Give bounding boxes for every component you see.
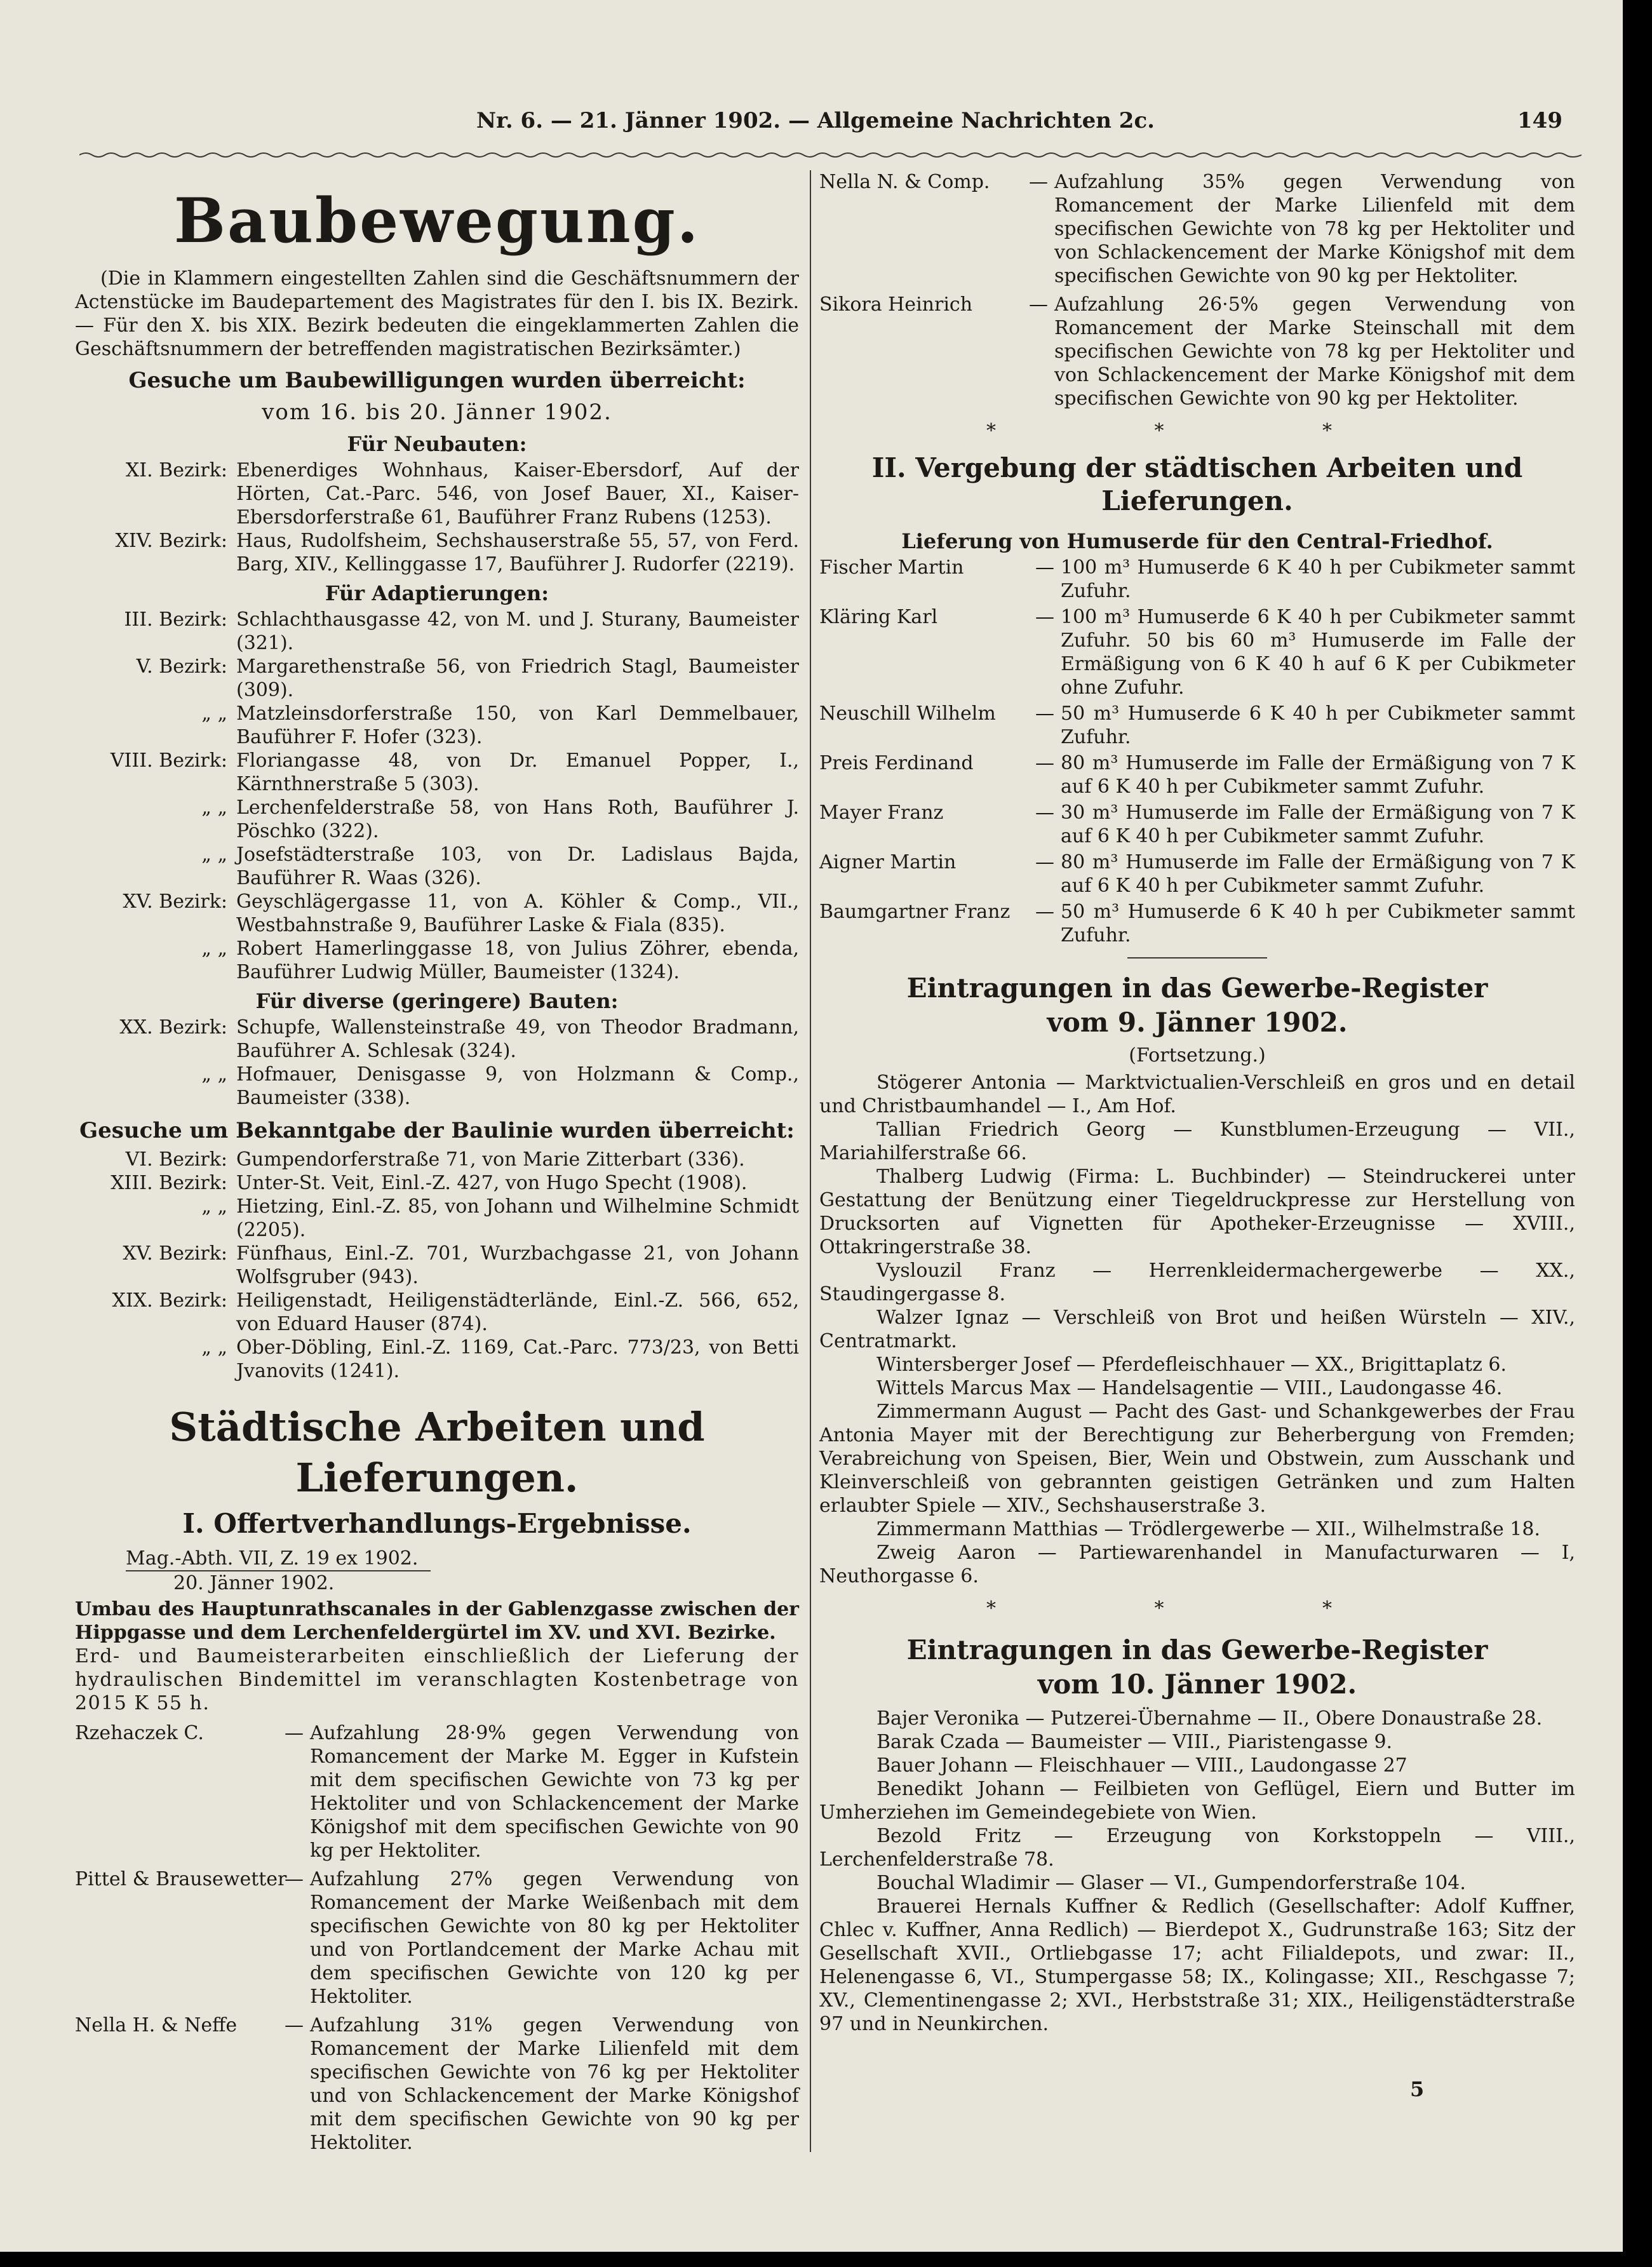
page-number: 149: [1517, 108, 1562, 133]
district-label: „ „: [201, 938, 227, 960]
list-item: Bajer Veronika — Putzerei-Übernahme — II., Obere Donaustraße 28.: [876, 1707, 1543, 1730]
list-item: [75, 1016, 799, 1063]
list-item: Wittels Marcus Max — Handelsagentie — VIII., Laudongasse 46.: [876, 1377, 1503, 1399]
district-label: VIII. Bezirk:: [110, 750, 227, 772]
list-item: Pittel & Brausewetter — Aufzahlung 27% gegen Verwendung von Romancement der Marke Weißenbach mit dem specifischen Gewichte von 80 kg per Hektoliter und von Portlandcement der Marke Achau mit dem specifischen Gewichte von 120 kg per Hektoliter.: [75, 1868, 799, 2008]
entry-text: Gumpendorferstraße 71, von Marie Zitterbart (336).: [236, 1148, 745, 1171]
list-item: Kläring Karl — 100 m³ Humuserde 6 K 40 h per Cubikmeter sammt Zufuhr. 50 bis 60 m³ Humuserde im Falle der Ermäßigung von 6 K 40 h auf 6 K per Cubikmeter ohne Zufuhr.: [819, 606, 1575, 699]
baulinie-list: [75, 1148, 799, 1383]
adaptierungen-heading: Für Adaptierungen:: [325, 581, 549, 605]
diverse-heading: Für diverse (geringere) Bauten:: [255, 989, 619, 1013]
district-label: XX. Bezirk:: [119, 1016, 227, 1039]
register2-title: Eintragungen in das Gewerbe-Register: [906, 1634, 1488, 1665]
list-item: Zimmermann Matthias — Trödlergewerbe — XII., Wilhelmstraße 18.: [876, 1518, 1540, 1540]
entry-text: Schlachthausgasse 42, von M. und J. Sturany, Baumeister (321).: [236, 609, 799, 654]
list-item: [75, 1063, 799, 1110]
list-item: Stögerer Antonia — Marktvictualien-Verschleiß en gros und en detail und Christbaumhandel — I., Am Hof.: [819, 1072, 1575, 1117]
column-divider: [810, 170, 811, 2152]
entry-text: Hietzing, Einl.-Z. 85, von Johann und Wilhelmine Schmidt (2205).: [236, 1195, 799, 1241]
list-item: [75, 843, 799, 890]
offer-text: Aufzahlung 28·9% gegen Verwendung von Romancement der Marke M. Egger in Kufstein mit dem specifischen Gewichte von 73 kg per Hektoliter und von Schlackencement der Marke Königshof mit dem specifischen Gewichte von 90 kg per Hektoliter.: [310, 1722, 799, 1862]
list-item: Nella H. & Neffe — Aufzahlung 31% gegen Verwendung von Romancement der Marke Lilienfeld mit dem specifischen Gewichte von 76 kg per Hektoliter und von Schlackencement der Marke Königshof mit dem specifischen Gewichte von 90 kg per Hektoliter.: [75, 2014, 799, 2154]
left-column: [75, 170, 799, 2155]
header-wavy-rule: [79, 151, 1581, 159]
entry-text: Ober-Döbling, Einl.-Z. 1169, Cat.-Parc. 773/23, von Betti Jvanovits (1241).: [236, 1336, 799, 1382]
supplier-name: Mayer Franz: [819, 802, 944, 824]
offert-heading: I. Offertverhandlungs-Ergebnisse.: [182, 1508, 692, 1539]
list-item: [75, 655, 799, 702]
list-item: Aigner Martin — 80 m³ Humuserde im Falle der Ermäßigung von 7 K auf 6 K 40 h per Cubikmeter sammt Zufuhr.: [819, 851, 1575, 897]
umbau-text: Umbau des Hauptunrathscanales in der Gablenzgasse zwischen der Hippgasse und dem Lerchenfeldergürtel im XV. und XVI. Bezirke.: [75, 1598, 799, 1644]
district-label: VI. Bezirk:: [125, 1148, 227, 1171]
list-item: [75, 1336, 799, 1383]
list-item: Rzehaczek C. — Aufzahlung 28·9% gegen Verwendung von Romancement der Marke M. Egger in Kufstein mit dem specifischen Gewichte von 73 kg per Hektoliter und von Schlackencement der Marke Königshof mit dem specifischen Gewichte von 90 kg per Hektoliter.: [75, 1722, 799, 1862]
register1-date: vom 9. Jänner 1902.: [1047, 1007, 1348, 1038]
list-item: Zimmermann August — Pacht des Gast- und Schankgewerbes der Frau Antonia Mayer mit der Berechtigung zur Beherbergung von Fremden; Verabreichung von Speisen, Bier, Wein und Obstwein, zum Ausschank und Kleinverschleiß von gebrannten geistigen Getränken und zum Halten erlaubter Spiele — XIV., Sechshauserstraße 3.: [819, 1401, 1575, 1517]
list-item: [75, 1195, 799, 1242]
list-item: Benedikt Johann — Feilbieten von Geflügel, Eiern und Butter im Umherziehen im Gemeindegebiete von Wien.: [819, 1778, 1575, 1824]
register1-title: Eintragungen in das Gewerbe-Register: [906, 972, 1488, 1004]
list-item: Bezold Fritz — Erzeugung von Korkstoppeln — VIII., Lerchenfelderstraße 78.: [819, 1825, 1575, 1871]
entry-text: Matzleinsdorferstraße 150, von Karl Demmelbauer, Bauführer F. Hofer (323).: [236, 703, 799, 748]
entry-text: Floriangasse 48, von Dr. Emanuel Popper, I., Kärnthnerstraße 5 (303).: [236, 750, 799, 795]
section-stars: * * *: [986, 1598, 1409, 1620]
entry-text: Heiligenstadt, Heiligenstädterlände, Einl.-Z. 566, 652, von Eduard Hauser (874).: [236, 1289, 799, 1335]
list-item: Brauerei Hernals Kuffner & Redlich (Gesellschafter: Adolf Kuffner, Chlec v. Kuffner, Anna Redlich) — Bierdepot X., Gudrunstraße 163; Sitz der Gesellschaft XVII., Ortliebgasse 17; acht Filialdepots, und zwar: II., Helenengasse 6, VI., Stumpergasse 58; IX., Kolingasse; XII., Reschgasse 7; XV., Clementinengasse 2; XVI., Herbststraße 31; XIX., Heiligenstädterstraße 97 und in Neunkirchen.: [819, 1895, 1575, 2035]
neubauten-heading: Für Neubauten:: [347, 432, 527, 456]
list-item: Bouchal Wladimir — Glaser — VI., Gumpendorferstraße 104.: [876, 1872, 1466, 1894]
offer-text: Aufzahlung 27% gegen Verwendung von Romancement der Marke Weißenbach mit dem specifischen Gewichte von 80 kg per Hektoliter und von Portlandcement der Marke Achau mit dem specifischen Gewichte von 120 kg per Hektoliter.: [310, 1868, 799, 2008]
list-item: Wintersberger Josef — Pferdefleischhauer — XX., Brigittaplatz 6.: [876, 1354, 1507, 1376]
district-label: „ „: [201, 1336, 227, 1359]
supply-text: 100 m³ Humuserde 6 K 40 h per Cubikmeter sammt Zufuhr. 50 bis 60 m³ Humuserde im Falle der Ermäßigung von 6 K 40 h auf 6 K per Cubikmeter ohne Zufuhr.: [1061, 606, 1575, 699]
register2-date: vom 10. Jänner 1902.: [1037, 1669, 1357, 1700]
intro-note: (Die in Klammern eingestellten Zahlen sind die Geschäftsnummern der Actenstücke im Baudepartement des Magistrates für den I. bis IX. Bezirk. — Für den X. bis XIX. Bezirk bedeuten die eingeklammerten Zahlen die Geschäftsnummern der betreffenden magistratischen Bezirksämter.): [75, 267, 799, 360]
bidder-name: Nella N. & Comp.: [819, 171, 990, 193]
supply-text: 100 m³ Humuserde 6 K 40 h per Cubikmeter sammt Zufuhr.: [1061, 556, 1575, 602]
district-label: V. Bezirk:: [136, 656, 227, 678]
supplier-name: Aigner Martin: [819, 851, 957, 873]
section-title-arbeiten: Städtische Arbeiten und Lieferungen.: [169, 1404, 705, 1501]
entry-text: Unter-St. Veit, Einl.-Z. 427, von Hugo Specht (1908).: [236, 1172, 748, 1194]
entry-text: Geyschlägergasse 11, von A. Köhler & Comp., VII., Westbahnstraße 9, Bauführer Laske & Fiala (835).: [236, 891, 799, 936]
diverse-list: [75, 1016, 799, 1110]
bidder-name: Sikora Heinrich: [819, 293, 973, 316]
list-item: [75, 749, 799, 796]
section-title-baubewegung: Baubewegung.: [173, 185, 701, 257]
entry-text: Lerchenfelderstraße 58, von Hans Roth, Bauführer J. Pöschko (322).: [236, 797, 799, 842]
district-label: XI. Bezirk:: [125, 459, 227, 481]
district-label: „ „: [201, 1195, 227, 1218]
entry-text: Robert Hamerlinggasse 18, von Julius Zöhrer, ebenda, Bauführer Ludwig Müller, Baumeister (1324).: [236, 938, 799, 983]
list-item: [75, 459, 799, 529]
register1-list: [819, 1071, 1575, 1588]
supply-text: 50 m³ Humuserde 6 K 40 h per Cubikmeter sammt Zufuhr.: [1061, 901, 1575, 946]
list-item: [75, 890, 799, 937]
district-label: „ „: [201, 1063, 227, 1086]
bidder-name: Rzehaczek C.: [75, 1722, 204, 1744]
supply-text: 30 m³ Humuserde im Falle der Ermäßigung von 7 K auf 6 K 40 h per Cubikmeter sammt Zufuhr.: [1061, 802, 1575, 847]
supplier-name: Neuschill Wilhelm: [819, 703, 996, 725]
entry-text: Ebenerdiges Wohnhaus, Kaiser-Ebersdorf, Auf der Hörten, Cat.-Parc. 546, von Josef Bauer, XI., Kaiser-Ebersdorferstraße 61, Bauführer Franz Rubens (1253).: [236, 459, 799, 528]
register2-list: [819, 1707, 1575, 2036]
entry-text: Hofmauer, Denisgasse 9, von Holzmann & Comp., Baumeister (338).: [236, 1063, 799, 1109]
district-label: XV. Bezirk:: [123, 891, 227, 913]
lieferung-heading: Lieferung von Humuserde für den Central-Friedhof.: [901, 529, 1493, 553]
list-item: Sikora Heinrich — Aufzahlung 26·5% gegen Verwendung von Romancement der Marke Steinschall mit dem specifischen Gewichte von 78 kg per Hektoliter und von Schlackencement der Marke Königshof mit dem specifischen Gewichte von 90 kg per Hektoliter.: [819, 293, 1575, 410]
bidder-name: Pittel & Brausewetter: [75, 1868, 287, 1890]
list-item: [75, 702, 799, 749]
entry-text: Margarethenstraße 56, von Friedrich Stagl, Baumeister (309).: [236, 656, 799, 701]
list-item: [75, 796, 799, 843]
erd-text: Erd- und Baumeisterarbeiten einschließlich der Lieferung der hydraulischen Bindemittel im veranschlagten Kostenbetrage von 2015 K 55 h.: [75, 1645, 799, 1714]
list-item: Bauer Johann — Fleischhauer — VIII., Laudongasse 27: [876, 1754, 1407, 1777]
list-item: Thalberg Ludwig (Firma: L. Buchbinder) — Steindruckerei unter Gestattung der Benützung einer Tiegeldruckpresse zur Herstellung von Drucksorten auf Vignetten für Apotheker-Erzeugnisse — XVIII., Ottakringerstraße 38.: [819, 1166, 1575, 1258]
offer-text: Aufzahlung 35% gegen Verwendung von Romancement der Marke Lilienfeld mit dem specifischen Gewichte von 78 kg per Hektoliter und von Schlackencement der Marke Königshof mit dem specifischen Gewichte von 90 kg per Hektoliter.: [1054, 171, 1575, 287]
district-label: III. Bezirk:: [124, 609, 227, 631]
signature-number: 5: [1410, 2077, 1425, 2101]
list-item: Zweig Aaron — Partiewarenhandel in Manufacturwaren — I, Neuthorgasse 6.: [819, 1542, 1575, 1587]
list-item: Baumgartner Franz — 50 m³ Humuserde 6 K 40 h per Cubikmeter sammt Zufuhr.: [819, 901, 1575, 946]
offers-list-right: [819, 170, 1575, 410]
list-item: [75, 937, 799, 984]
list-item: Walzer Ignaz — Verschleiß von Brot und heißen Würsteln — XIV., Centratmarkt.: [819, 1307, 1575, 1352]
list-item: [75, 1171, 799, 1195]
section-stars: * * *: [986, 420, 1409, 442]
offer-text: Aufzahlung 26·5% gegen Verwendung von Romancement der Marke Steinschall mit dem specifischen Gewichte von 78 kg per Hektoliter und von Schlackencement der Marke Königshof mit dem specifischen Gewichte von 90 kg per Hektoliter.: [1054, 293, 1575, 410]
district-label: XV. Bezirk:: [123, 1242, 227, 1265]
list-item: Preis Ferdinand — 80 m³ Humuserde im Falle der Ermäßigung von 7 K auf 6 K 40 h per Cubikmeter sammt Zufuhr.: [819, 752, 1575, 798]
district-label: XIV. Bezirk:: [115, 530, 227, 552]
list-item: Tallian Friedrich Georg — Kunstblumen-Erzeugung — VII., Mariahilferstraße 66.: [819, 1119, 1575, 1164]
district-label: „ „: [201, 844, 227, 866]
list-item: Mayer Franz — 30 m³ Humuserde im Falle der Ermäßigung von 7 K auf 6 K 40 h per Cubikmeter sammt Zufuhr.: [819, 802, 1575, 847]
lieferung-list: [819, 556, 1575, 947]
district-label: XIX. Bezirk:: [112, 1289, 227, 1312]
supplier-name: Fischer Martin: [819, 556, 964, 579]
header-title: Nr. 6. — 21. Jänner 1902. — Allgemeine Nachrichten 2c.: [476, 108, 1155, 133]
bidder-name: Nella H. & Neffe: [75, 2014, 238, 2036]
list-item: [75, 529, 799, 576]
adaptierungen-list: [75, 608, 799, 984]
list-item: Nella N. & Comp. — Aufzahlung 35% gegen Verwendung von Romancement der Marke Lilienfeld mit dem specifischen Gewichte von 78 kg per Hektoliter und von Schlackencement der Marke Königshof mit dem specifischen Gewichte von 90 kg per Hektoliter.: [819, 171, 1575, 287]
entry-text: Schupfe, Wallensteinstraße 49, von Theodor Bradmann, Bauführer A. Schlesak (324).: [236, 1016, 799, 1062]
list-item: Neuschill Wilhelm — 50 m³ Humuserde 6 K 40 h per Cubikmeter sammt Zufuhr.: [819, 703, 1575, 748]
supply-text: 80 m³ Humuserde im Falle der Ermäßigung von 7 K auf 6 K 40 h per Cubikmeter sammt Zufuhr.: [1061, 752, 1575, 798]
district-label: „ „: [201, 797, 227, 819]
list-item: [75, 1148, 799, 1171]
list-item: Fischer Martin — 100 m³ Humuserde 6 K 40 h per Cubikmeter sammt Zufuhr.: [819, 556, 1575, 602]
date-range: vom 16. bis 20. Jänner 1902.: [262, 400, 612, 425]
offer-text: Aufzahlung 31% gegen Verwendung von Romancement der Marke Lilienfeld mit dem specifischen Gewichte von 76 kg per Hektoliter und von Schlackencement der Marke Königshof mit dem specifischen Gewichte von 90 kg per Hektoliter.: [310, 2014, 799, 2154]
supply-text: 50 m³ Humuserde 6 K 40 h per Cubikmeter sammt Zufuhr.: [1061, 703, 1575, 748]
offers-list-left: [75, 1721, 799, 2155]
page-header: [121, 108, 1562, 146]
supplier-name: Preis Ferdinand: [819, 752, 974, 774]
neubauten-list: [75, 459, 799, 576]
supplier-name: Kläring Karl: [819, 606, 938, 628]
mag-ref: Mag.-Abth. VII, Z. 19 ex 1902.: [126, 1547, 431, 1571]
district-label: XIII. Bezirk:: [111, 1172, 227, 1194]
entry-text: Josefstädterstraße 103, von Dr. Ladislaus Bajda, Bauführer R. Waas (326).: [236, 844, 799, 889]
list-item: [75, 1289, 799, 1336]
supplier-name: Baumgartner Franz: [819, 901, 1011, 923]
list-item: [75, 608, 799, 655]
register1-subtitle: (Fortsetzung.): [1129, 1044, 1266, 1066]
list-item: Vyslouzil Franz — Herrenkleidermachergewerbe — XX., Staudingergasse 8.: [819, 1260, 1575, 1305]
baulinie-heading: Gesuche um Bekanntgabe der Baulinie wurden überreicht:: [79, 1118, 795, 1143]
vergebung-heading: II. Vergebung der städtischen Arbeiten und Lieferungen.: [871, 452, 1523, 516]
list-item: Barak Czada — Baumeister — VIII., Piaristengasse 9.: [876, 1731, 1393, 1753]
section-rule: [1127, 957, 1267, 959]
entry-text: Fünfhaus, Einl.-Z. 701, Wurzbachgasse 21, von Johann Wolfsgruber (943).: [236, 1242, 799, 1288]
mag-date: 20. Jänner 1902.: [173, 1572, 335, 1594]
supply-text: 80 m³ Humuserde im Falle der Ermäßigung von 7 K auf 6 K 40 h per Cubikmeter sammt Zufuhr.: [1061, 851, 1575, 897]
entry-text: Haus, Rudolfsheim, Sechshauserstraße 55, 57, von Ferd. Barg, XIV., Kellinggasse 17, Bauführer J. Rudorfer (2219).: [236, 530, 799, 575]
list-item: [75, 1242, 799, 1289]
right-column: [819, 170, 1575, 2036]
district-label: „ „: [201, 703, 227, 725]
gesuche-heading: Gesuche um Baubewilligungen wurden überreicht:: [128, 368, 746, 393]
